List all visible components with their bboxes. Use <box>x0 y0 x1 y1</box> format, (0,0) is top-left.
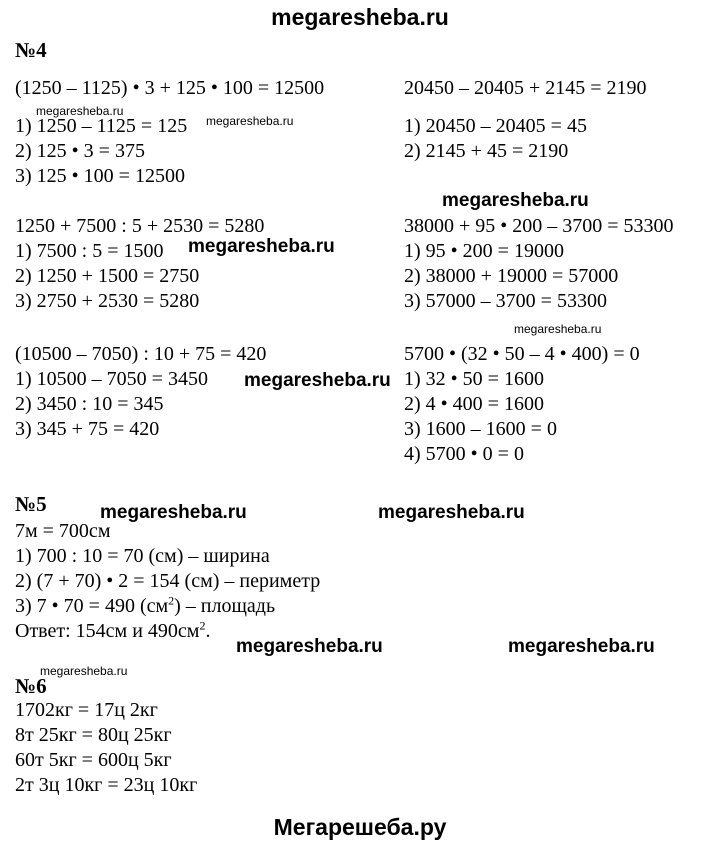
step: 1) 95 • 200 = 19000 <box>404 240 564 262</box>
task6-line: 2т 3ц 10кг = 23ц 10кг <box>15 774 198 796</box>
step: 2) 4 • 400 = 1600 <box>404 393 544 415</box>
site-footer: Мегарешеба.ру <box>273 814 447 840</box>
step: 3) 345 + 75 = 420 <box>15 418 160 440</box>
watermark: megaresheba.ru <box>244 370 391 391</box>
step: 1) 7500 : 5 = 1500 <box>15 240 164 262</box>
step: 3) 57000 – 3700 = 53300 <box>404 290 607 312</box>
expression: 5700 • (32 • 50 – 4 • 400) = 0 <box>404 343 640 365</box>
task6-line: 8т 25кг = 80ц 25кг <box>15 724 172 746</box>
watermark-small: megaresheba.ru <box>514 322 602 336</box>
expression: (1250 – 1125) • 3 + 125 • 100 = 12500 <box>15 77 325 99</box>
step: 1) 1250 – 1125 = 125 <box>15 115 188 137</box>
watermark: megaresheba.ru <box>442 190 589 211</box>
step: 2) 2145 + 45 = 2190 <box>404 140 569 162</box>
expression: 38000 + 95 • 200 – 3700 = 53300 <box>404 215 674 237</box>
watermark: megaresheba.ru <box>378 502 525 523</box>
task4-label: №4 <box>15 38 47 62</box>
step: 2) 125 • 3 = 375 <box>15 140 145 162</box>
expression: 20450 – 20405 + 2145 = 2190 <box>404 77 647 99</box>
watermark: megaresheba.ru <box>236 636 383 657</box>
task6-line: 1702кг = 17ц 2кг <box>15 699 158 721</box>
watermark: megaresheba.ru <box>188 236 335 257</box>
step: 3) 125 • 100 = 12500 <box>15 165 185 187</box>
watermark-small: megaresheba.ru <box>206 114 294 128</box>
expression: 1250 + 7500 : 5 + 2530 = 5280 <box>15 215 265 237</box>
site-header: megaresheba.ru <box>271 4 449 30</box>
step: 3) 1600 – 1600 = 0 <box>404 418 557 440</box>
expression: (10500 – 7050) : 10 + 75 = 420 <box>15 343 267 365</box>
watermark: megaresheba.ru <box>508 636 655 657</box>
task6-label: №6 <box>15 674 47 698</box>
watermark-small: megaresheba.ru <box>36 104 124 118</box>
watermark: megaresheba.ru <box>100 502 247 523</box>
task5-given: 7м = 700см <box>15 520 111 542</box>
step: 2) 3450 : 10 = 345 <box>15 393 164 415</box>
step: 2) 1250 + 1500 = 2750 <box>15 265 200 287</box>
step: 1) 32 • 50 = 1600 <box>404 368 544 390</box>
step: 3) 2750 + 2530 = 5280 <box>15 290 200 312</box>
task6-line: 60т 5кг = 600ц 5кг <box>15 749 172 771</box>
task5-step: 2) (7 + 70) • 2 = 154 (см) – периметр <box>15 570 321 592</box>
task5-label: №5 <box>15 492 47 516</box>
step: 2) 38000 + 19000 = 57000 <box>404 265 619 287</box>
step: 1) 10500 – 7050 = 3450 <box>15 368 208 390</box>
task5-step: 1) 700 : 10 = 70 (см) – ширина <box>15 545 270 567</box>
watermark-small: megaresheba.ru <box>40 664 128 678</box>
step: 4) 5700 • 0 = 0 <box>404 443 524 465</box>
task5-step-area: 3) 7 • 70 = 490 $(см^2)$ – площадь <box>15 593 276 617</box>
step: 1) 20450 – 20405 = 45 <box>404 115 587 137</box>
task5-answer: Ответ: 154см и $490см^2$. <box>15 618 211 642</box>
